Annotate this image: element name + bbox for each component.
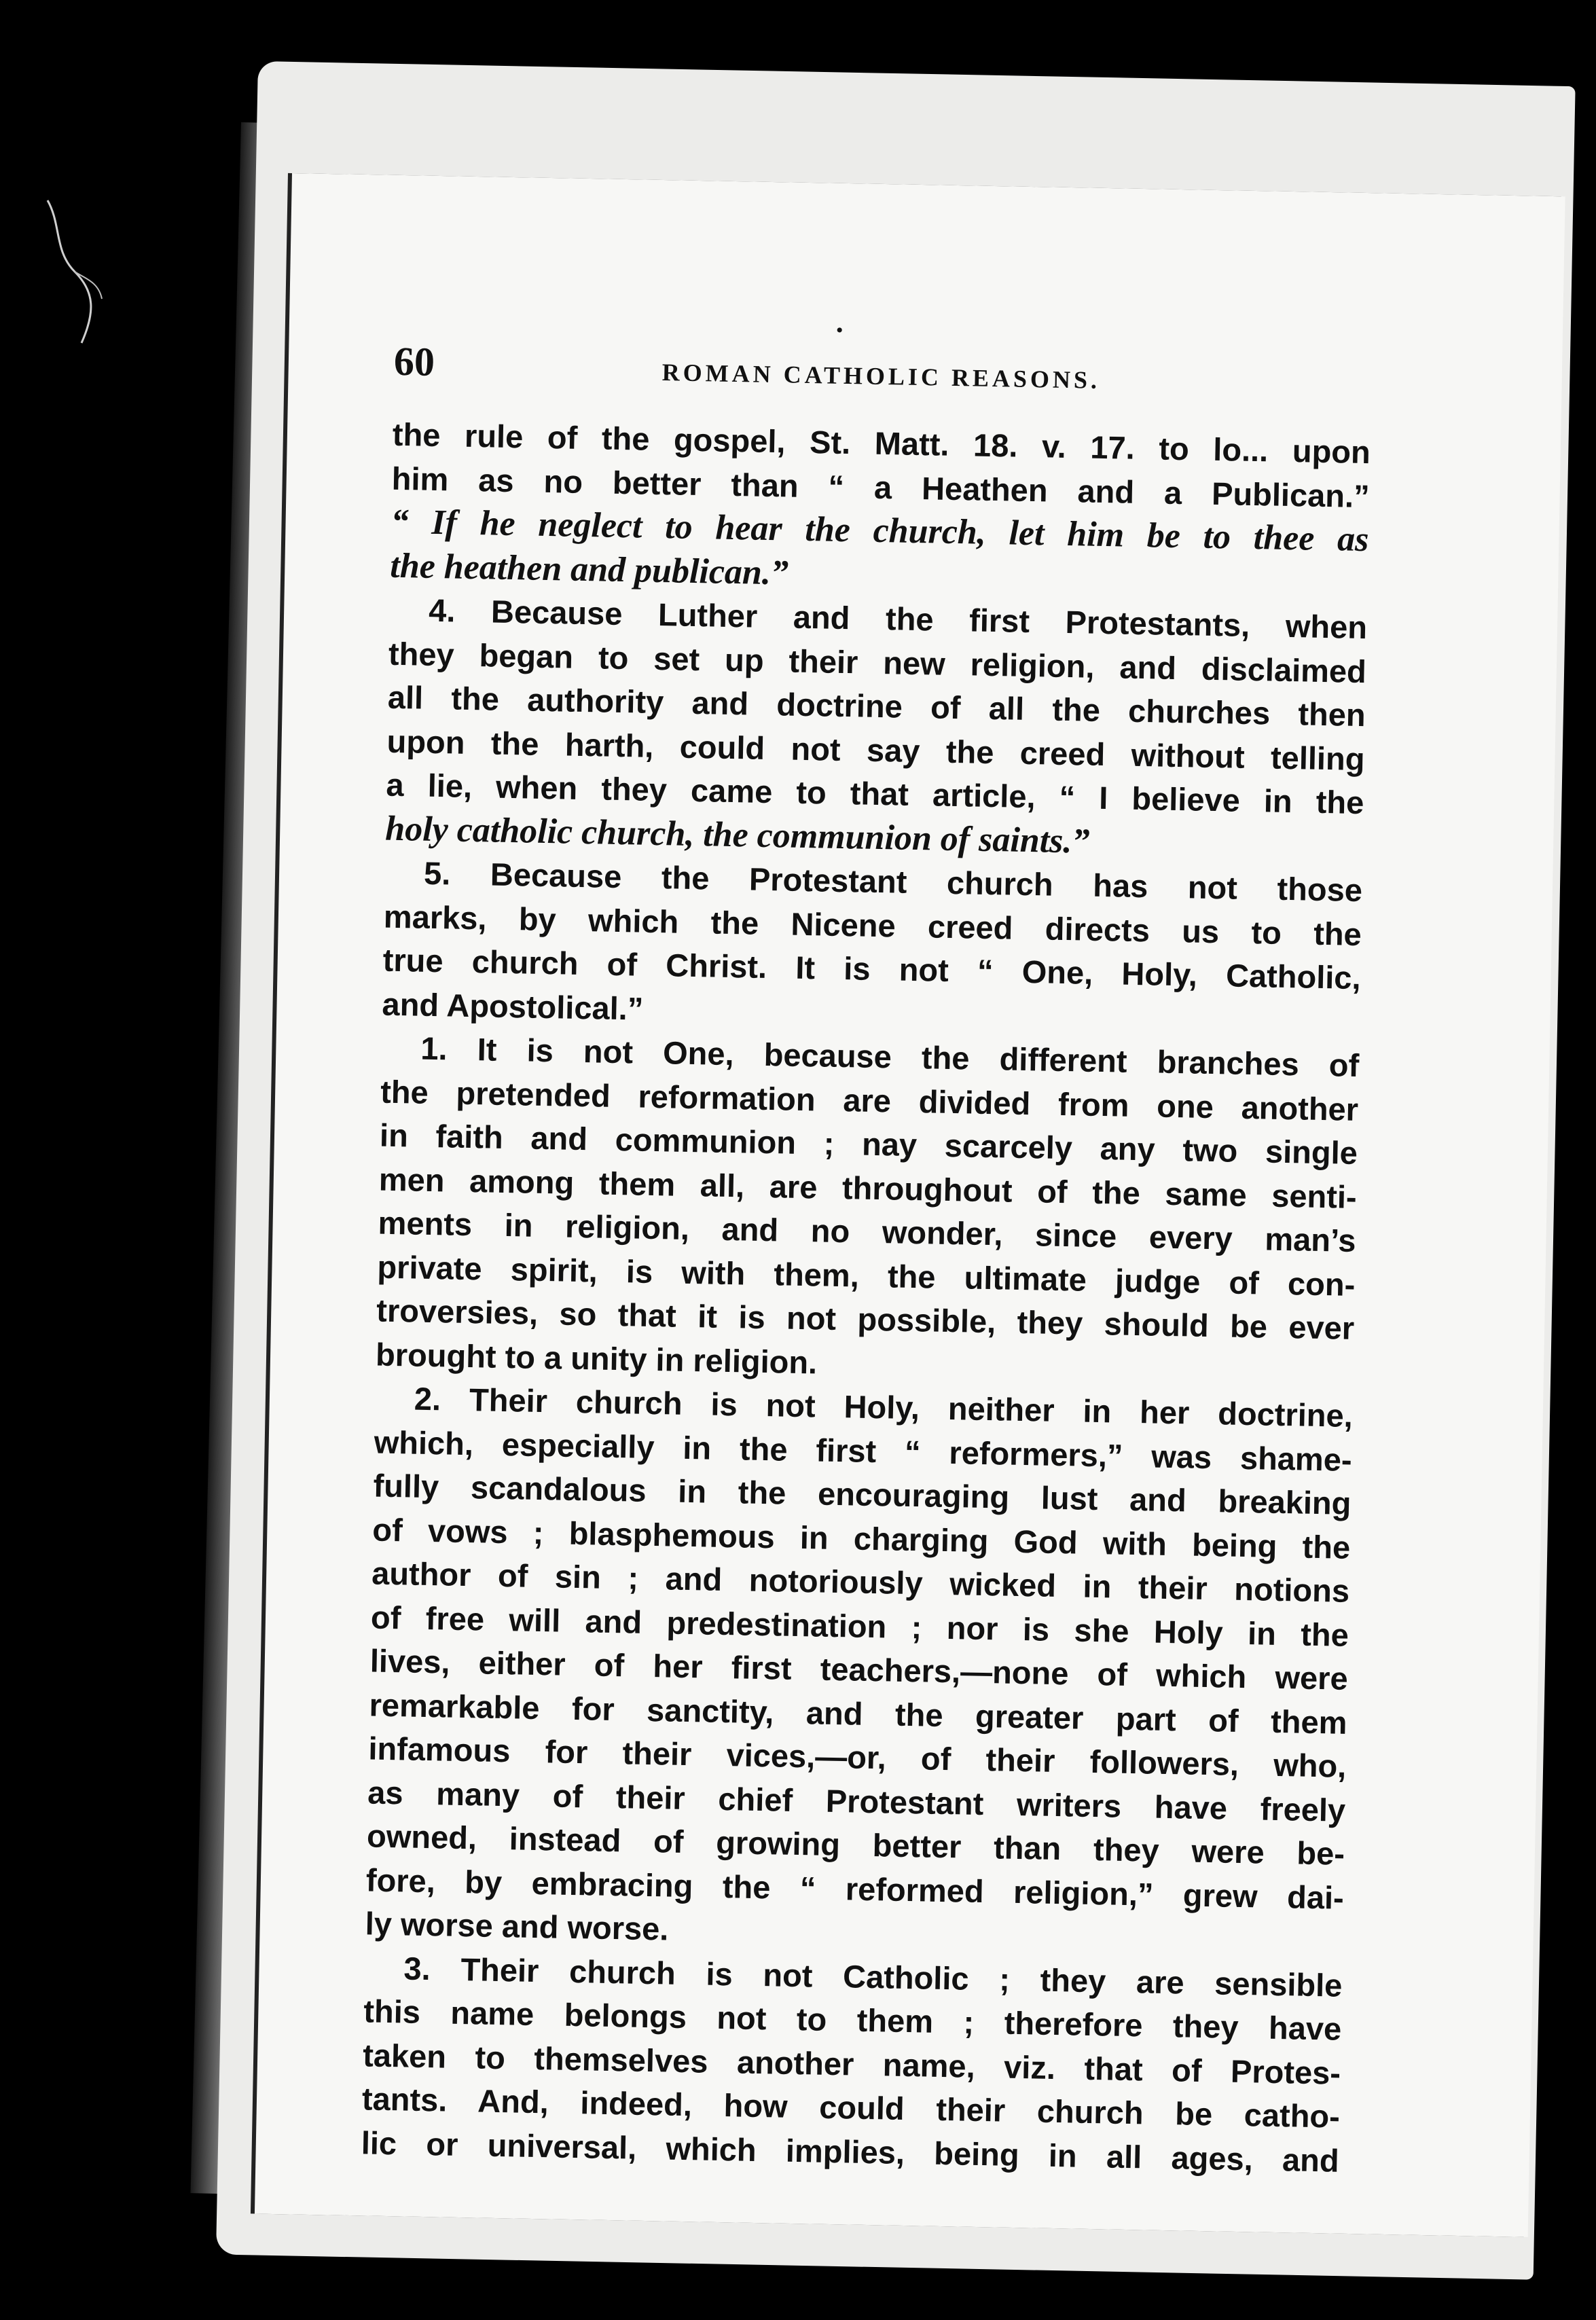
text-line: ly worse and worse. — [365, 1905, 669, 1947]
text-line: a lie, when they came to that article, “ I believe in the — [386, 766, 1364, 821]
ink-dot: • — [835, 319, 844, 342]
text-line: 5. Because the Protestant church has not those — [423, 854, 1363, 909]
text-line: lic or universal, which implies, being in all ages, and — [361, 2124, 1340, 2179]
text-line: 4. Because Luther and the first Protestants, when — [428, 592, 1368, 646]
text-line: tants. And, indeed, how could their church be catho- — [361, 2080, 1341, 2135]
running-head-title: ROMAN CATHOLIC REASONS. — [661, 359, 1101, 394]
text-line: the rule of the gospel, St. Matt. 18. v. 17. to lo... upon — [392, 416, 1371, 471]
text-line: remarkable for sanctity, and the greater part of them — [369, 1686, 1347, 1741]
text-line: as many of their chief Protestant writers have freely — [367, 1773, 1346, 1828]
text-line: of vows ; blasphemous in charging God with being the — [371, 1511, 1351, 1565]
text-line: they began to set up their new religion, and disclaimed — [388, 635, 1367, 689]
page-content — [361, 319, 1372, 2183]
text-line: of free will and predestination ; nor is she Holy in the — [370, 1598, 1349, 1653]
text-line: “ If he neglect to hear the church, let him be to thee as — [391, 502, 1369, 560]
page-sheet — [255, 173, 1565, 2237]
text-line: true church of Christ. It is not “ One, Holy, Catholic, — [382, 941, 1362, 996]
text-line: in faith and communion ; nay scarcely any two single — [379, 1117, 1358, 1171]
text-line: the pretended reformation are divided from one another — [380, 1073, 1359, 1127]
text-line: him as no better than “ a Heathen and a Publican.” — [391, 460, 1371, 514]
text-line: ments in religion, and no wonder, since every man’s — [378, 1204, 1356, 1258]
text-line: infamous for their vices,—or, of their followers, who, — [368, 1730, 1347, 1784]
text-line: men among them all, are throughout of the same senti- — [378, 1161, 1358, 1215]
text-line: owned, instead of growing better than they were be- — [366, 1817, 1345, 1872]
text-line: which, especially in the first “ reformers,” was shame- — [374, 1424, 1353, 1478]
text-line: private spirit, is with them, the ultimate judge of con- — [377, 1248, 1356, 1303]
text-line: 2. Their church is not Holy, neither in her doctrine, — [414, 1380, 1354, 1434]
text-line: brought to a unity in religion. — [375, 1336, 818, 1380]
text-line: author of sin ; and notoriously wicked in their notions — [371, 1555, 1350, 1609]
text-line: holy catholic church, the communion of saints.” — [384, 809, 1090, 861]
text-line: this name belongs not to them ; therefore they have — [363, 1993, 1342, 2047]
loose-thread-mark — [34, 197, 109, 346]
text-line: taken to themselves another name, viz. that of Protes- — [362, 2036, 1341, 2091]
text-line: 1. It is not One, because the different branches of — [420, 1030, 1360, 1084]
text-line: all the authority and doctrine of all the churches then — [387, 678, 1366, 733]
text-line: fully scandalous in the encouraging lust and breaking — [373, 1467, 1352, 1521]
text-line: upon the harth, could not say the creed without telling — [386, 723, 1365, 777]
text-line: lives, either of her first teachers,—none of which were — [369, 1642, 1349, 1697]
text-line: the heathen and publican.” — [389, 546, 789, 592]
text-line: marks, by which the Nicene creed directs us to the — [383, 898, 1362, 952]
text-line: fore, by embracing the “ reformed religion,” grew dai- — [365, 1861, 1345, 1916]
text-line: 3. Their church is not Catholic ; they are sensible — [403, 1949, 1343, 2004]
page-number: 60 — [393, 338, 435, 384]
text-line: and Apostolical.” — [382, 985, 644, 1027]
body-text — [361, 413, 1371, 2183]
text-line: troversies, so that it is not possible, they should be ever — [376, 1292, 1355, 1346]
